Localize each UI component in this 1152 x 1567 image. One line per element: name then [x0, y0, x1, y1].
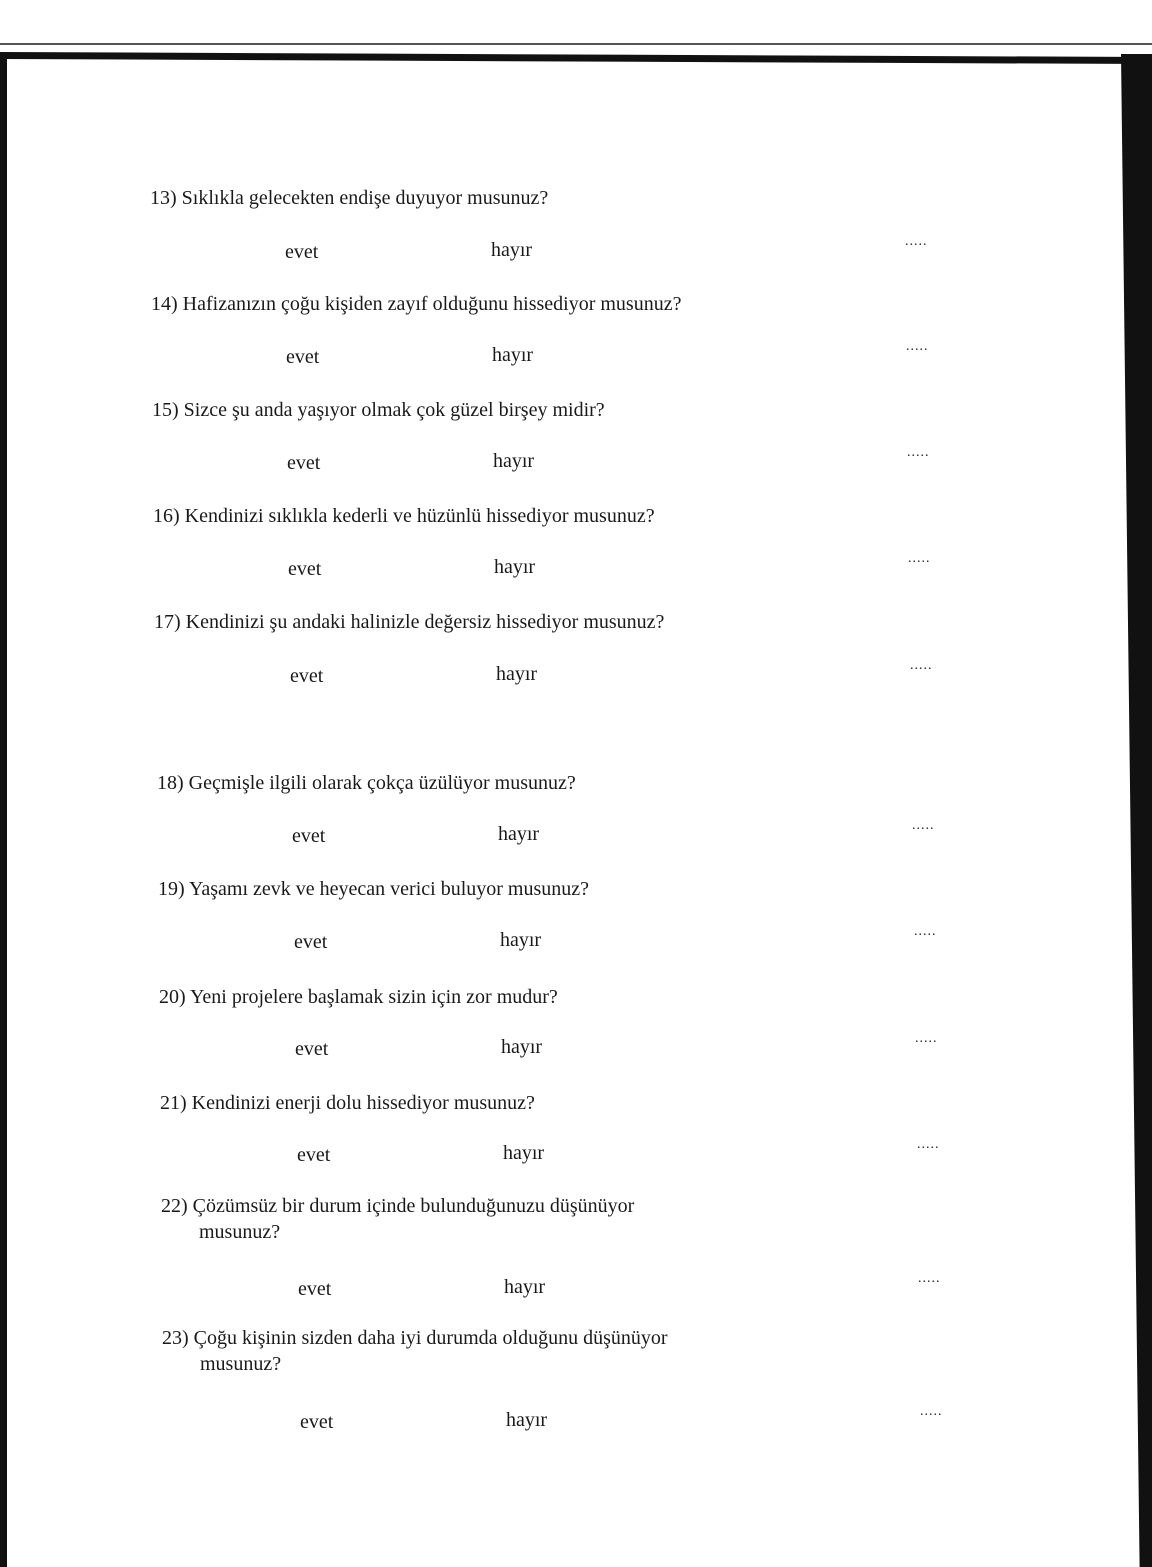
question-number: 14)	[151, 293, 178, 315]
question-text: Çoğu kişinin sizden daha iyi durumda olduğunu düşünüyor	[193, 1327, 668, 1349]
question-number: 19)	[158, 878, 185, 900]
question-text: Sizce şu anda yaşıyor olmak çok güzel birşey midir?	[183, 399, 605, 421]
scan-border-left	[0, 58, 7, 1567]
answer-blank: .....	[910, 658, 933, 673]
question-number: 20)	[159, 986, 186, 1008]
question-13	[150, 185, 548, 211]
answer-blank: .....	[907, 445, 930, 460]
question-text: Yaşamı zevk ve heyecan verici buluyor musunuz?	[188, 878, 590, 900]
question-20	[159, 984, 558, 1010]
question-number: 22)	[161, 1195, 188, 1217]
answer-blank: .....	[906, 339, 929, 354]
question-number: 13)	[150, 187, 177, 209]
option-yes[interactable]: evet	[286, 346, 320, 368]
scan-border-top	[0, 52, 1125, 64]
answer-blank: .....	[920, 1404, 943, 1419]
question-23	[162, 1325, 668, 1377]
answer-blank: .....	[914, 924, 937, 939]
option-yes[interactable]: evet	[292, 825, 326, 847]
question-number: 18)	[157, 772, 184, 794]
option-no[interactable]: hayır	[492, 344, 534, 366]
question-21	[160, 1090, 535, 1116]
option-no[interactable]: hayır	[491, 239, 533, 261]
option-no[interactable]: hayır	[504, 1276, 546, 1298]
option-no[interactable]: hayır	[496, 663, 538, 685]
answer-blank: .....	[912, 818, 935, 833]
question-19	[158, 876, 589, 902]
answer-blank: .....	[918, 1271, 941, 1286]
question-18	[157, 770, 576, 796]
option-no[interactable]: hayır	[500, 929, 542, 951]
option-yes[interactable]: evet	[300, 1411, 334, 1433]
option-yes[interactable]: evet	[287, 452, 321, 474]
question-text-continued: musunuz?	[199, 1221, 281, 1243]
option-no[interactable]: hayır	[494, 556, 536, 578]
option-yes[interactable]: evet	[288, 558, 322, 580]
question-number: 15)	[152, 399, 179, 421]
option-no[interactable]: hayır	[501, 1036, 543, 1058]
question-text: Kendinizi enerji dolu hissediyor musunuz?	[191, 1092, 535, 1114]
question-number: 23)	[162, 1327, 189, 1349]
option-yes[interactable]: evet	[290, 665, 324, 687]
question-number: 16)	[153, 505, 180, 527]
question-15	[152, 397, 605, 423]
option-no[interactable]: hayır	[493, 450, 535, 472]
question-number: 21)	[160, 1092, 187, 1114]
option-yes[interactable]: evet	[297, 1144, 331, 1166]
question-16	[153, 503, 655, 529]
question-text: Çözümsüz bir durum içinde bulunduğunuzu düşünüyor	[192, 1195, 635, 1217]
option-yes[interactable]: evet	[294, 931, 328, 953]
option-yes[interactable]: evet	[295, 1038, 329, 1060]
option-yes[interactable]: evet	[298, 1278, 332, 1300]
question-text: Kendinizi şu andaki halinizle değersiz hissediyor musunuz?	[185, 611, 665, 633]
question-text: Hafizanızın çoğu kişiden zayıf olduğunu hissediyor musunuz?	[182, 293, 682, 315]
answer-blank: .....	[915, 1031, 938, 1046]
question-17	[154, 609, 664, 635]
scan-edge-line	[0, 43, 1152, 45]
answer-blank: .....	[917, 1137, 940, 1152]
question-22	[161, 1193, 634, 1245]
answer-blank: .....	[905, 234, 928, 249]
question-text: Yeni projelere başlamak sizin için zor mudur?	[189, 986, 558, 1008]
scan-border-right	[1121, 54, 1152, 1567]
option-no[interactable]: hayır	[498, 823, 540, 845]
answer-blank: .....	[908, 551, 931, 566]
option-no[interactable]: hayır	[506, 1409, 548, 1431]
option-yes[interactable]: evet	[285, 241, 319, 263]
option-no[interactable]: hayır	[503, 1142, 545, 1164]
question-text-continued: musunuz?	[200, 1353, 282, 1375]
question-14	[151, 291, 681, 317]
question-text: Kendinizi sıklıkla kederli ve hüzünlü hissediyor musunuz?	[184, 505, 655, 527]
question-text: Geçmişle ilgili olarak çokça üzülüyor musunuz?	[188, 772, 576, 794]
question-number: 17)	[154, 611, 181, 633]
question-text: Sıklıkla gelecekten endişe duyuyor musunuz?	[181, 187, 549, 209]
